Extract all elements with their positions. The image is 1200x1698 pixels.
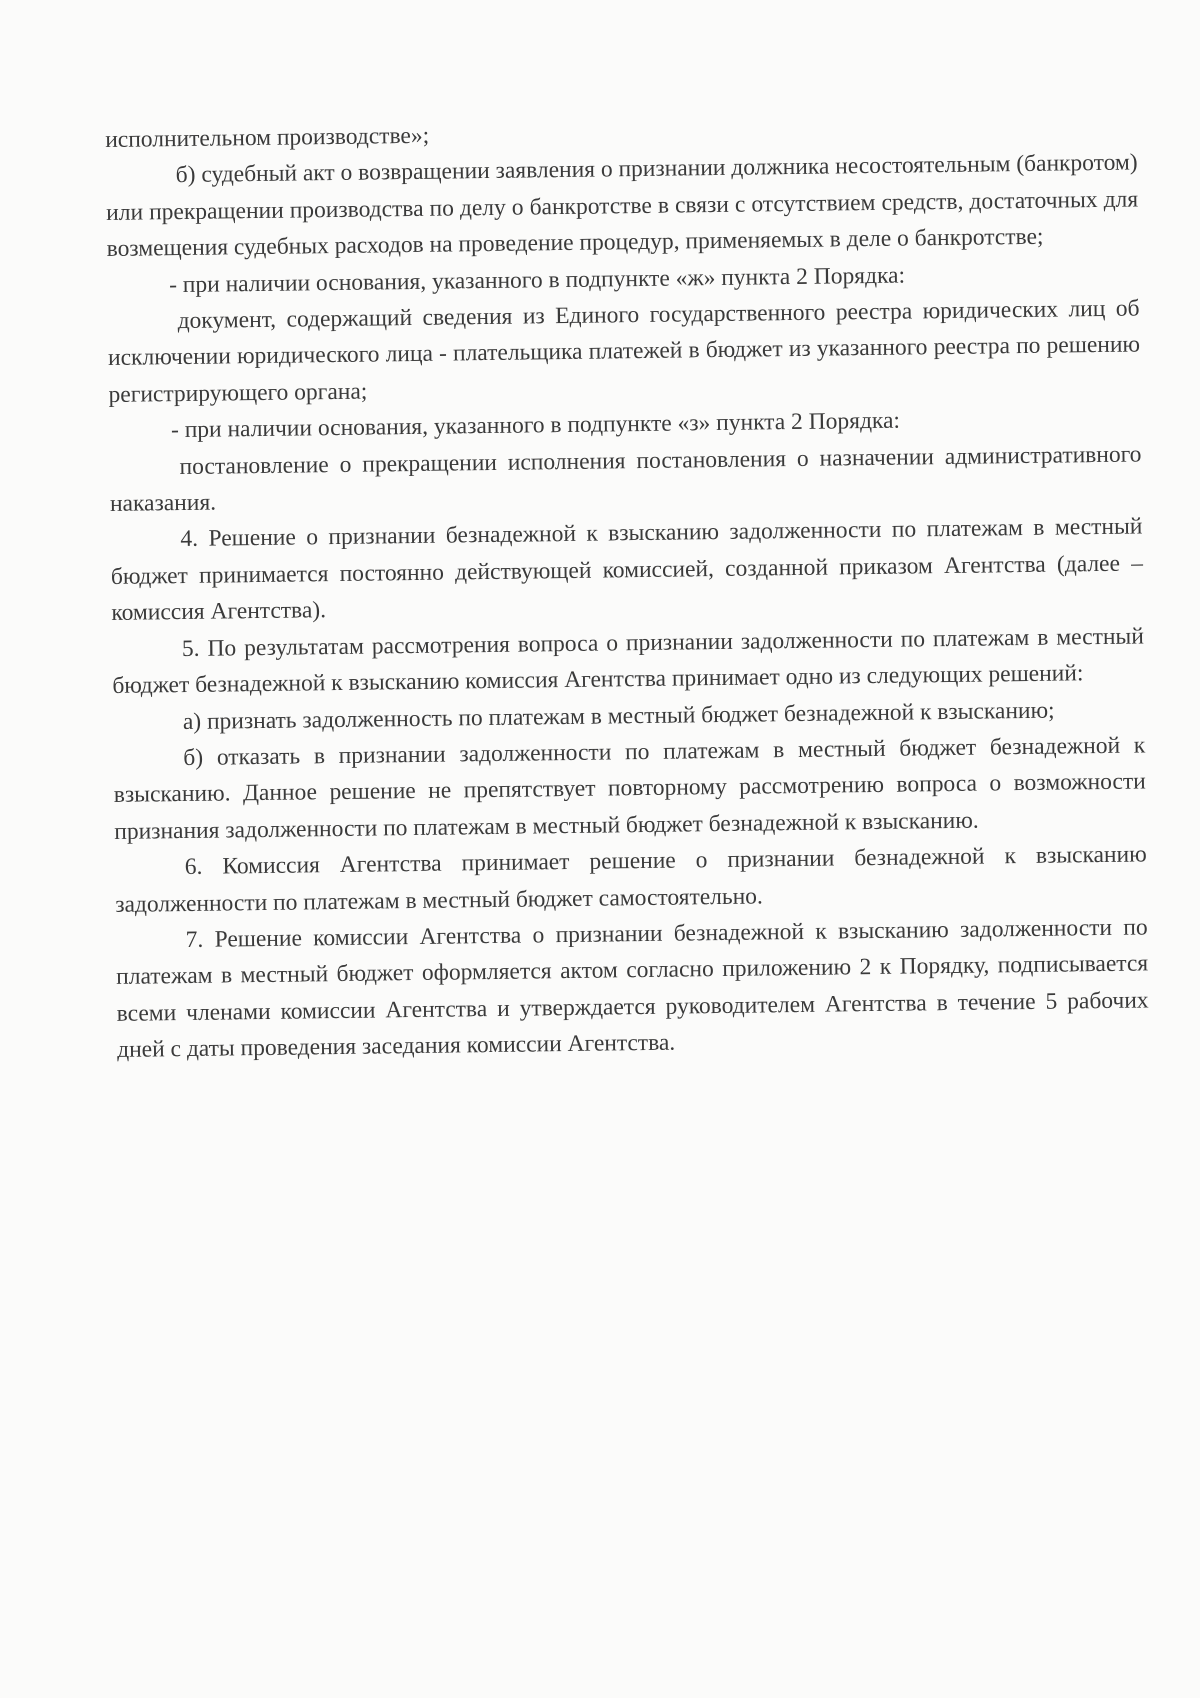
paragraph-item-b-court-act: б) судебный акт о возвращении заявления о признании должника несостоятельным (банкротом) или прекращении производства по делу о банкротстве в связи с отсутствием средств, достаточных для возмещения судебных расходов на проведение процедур, применяемых в деле о банкротстве; (106, 149, 1139, 263)
paragraph-5-a: а) признать задолженность по платежам в местный бюджет безнадежной к взысканию; (182, 697, 1055, 735)
paragraph-termination-resolution: постановление о прекращении исполнения постановления о назначении административного наказания. (109, 441, 1142, 518)
paragraph-basis-z: - при наличии основания, указанного в подпункте «з» пункта 2 Порядка: (170, 407, 901, 444)
paragraph-basis-zh: - при наличии основания, указанного в подпункте «ж» пункта 2 Порядка: (168, 262, 906, 298)
paragraph-5-b: б) отказать в признании задолженности по платежам в местный бюджет безнадежной к взысканию. Данное решение не препятствует повторному рассмотрению вопроса о возможности признания задолженности по платежам в местный бюджет безнадежной к взысканию. (113, 732, 1146, 845)
paragraph-7: 7. Решение комиссии Агентства о признании безнадежной к взысканию задолженности по платежам в местный бюджет оформляется актом согласно приложению 2 к Порядку, подписывается всеми членами комиссии Агентства и утверждается руководителем Агентства в течение 5 рабочих дней с даты проведения заседания комиссии Агентства. (116, 914, 1149, 1064)
paragraph-4: 4. Решение о признании безнадежной к взысканию задолженности по платежам в местный бюджет принимается постоянно действующей комиссией, созданной приказом Агентства (далее – комиссия Агентства). (110, 513, 1144, 627)
paragraph-egrul-document: документ, содержащий сведения из Единого государственного реестра юридических лиц об исключении юридического лица - плательщика платежей в бюджет из указанного реестра по решению регистрирующего органа; (107, 295, 1141, 408)
paragraph-5: 5. По результатам рассмотрения вопроса о признании задолженности по платежам в местный бюджет безнадежной к взысканию комиссия Агентства принимает одно из следующих решений: (112, 623, 1144, 700)
paragraph-continuation: исполнительном производстве»; (105, 122, 430, 153)
document-body (105, 108, 1149, 1068)
paragraph-6: 6. Комиссия Агентства принимает решение о признании безнадежной к взысканию задолженности по платежам в местный бюджет самостоятельно. (115, 841, 1147, 918)
